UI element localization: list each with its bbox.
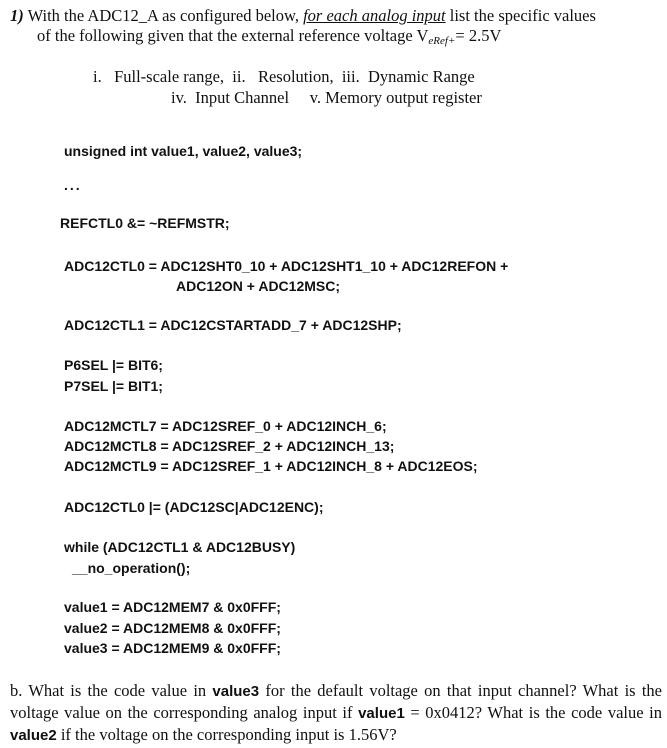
question-emphasis: for each analog input (303, 6, 446, 25)
code-ellipsis: ... (64, 177, 82, 193)
code-p7sel: P7SEL |= BIT1; (64, 378, 163, 394)
part-b-var-value1: value1 (358, 705, 405, 722)
code-refctl: REFCTL0 &= ~REFMSTR; (60, 215, 230, 231)
question-number: 1) (10, 6, 24, 25)
code-value3: value3 = ADC12MEM9 & 0x0FFF; (64, 640, 281, 656)
code-mctl7: ADC12MCTL7 = ADC12SREF_0 + ADC12INCH_6; (64, 418, 387, 434)
code-while: while (ADC12CTL1 & ADC12BUSY) (64, 539, 296, 555)
code-ctl1: ADC12CTL1 = ADC12CSTARTADD_7 + ADC12SHP; (64, 317, 402, 333)
code-mctl9: ADC12MCTL9 = ADC12SREF_1 + ADC12INCH_8 + ADC12EOS; (64, 458, 478, 474)
code-noop: __no_operation(); (72, 560, 191, 576)
question-text-1a: With the ADC12_A as configured below, (27, 6, 304, 25)
question-text-2b: = 2.5V (455, 26, 502, 45)
question-line-2 (37, 26, 501, 51)
code-p6sel: P6SEL |= BIT6; (64, 357, 163, 373)
code-value2: value2 = ADC12MEM8 & 0x0FFF; (64, 620, 281, 636)
code-decl: unsigned int value1, value2, value3; (64, 143, 303, 159)
vref-subscript: eRef+ (428, 35, 456, 47)
part-b-var-value2: value2 (10, 727, 57, 744)
part-b-var-value3: value3 (212, 683, 260, 700)
code-mctl8: ADC12MCTL8 = ADC12SREF_2 + ADC12INCH_13; (64, 438, 395, 454)
part-b-text-2: for the default voltage on that input channel? What is the voltage value on the corresponding analog input if (10, 681, 662, 722)
part-b-question (10, 680, 662, 746)
code-value1: value1 = ADC12MEM7 & 0x0FFF; (64, 599, 281, 615)
question-line-1 (10, 6, 596, 26)
question-text-1b: list the specific values (445, 6, 596, 25)
part-b-text-4: if the voltage on the corresponding input is 1.56V? (56, 725, 397, 744)
items-line-1: i. Full-scale range, ii. Resolution, iii. Dynamic Range (93, 67, 475, 86)
code-ctl0-line1: ADC12CTL0 = ADC12SHT0_10 + ADC12SHT1_10 + ADC12REFON + (64, 258, 509, 274)
question-text-2a: of the following given that the external reference voltage V (37, 26, 429, 45)
items-line-2: iv. Input Channel v. Memory output register (171, 88, 482, 107)
part-b-text-1: b. What is the code value in (10, 681, 213, 700)
code-ctl0-start: ADC12CTL0 |= (ADC12SC|ADC12ENC); (64, 499, 324, 515)
part-b-text-3: = 0x0412? What is the code value in (404, 703, 662, 722)
code-ctl0-line2: ADC12ON + ADC12MSC; (176, 278, 341, 294)
